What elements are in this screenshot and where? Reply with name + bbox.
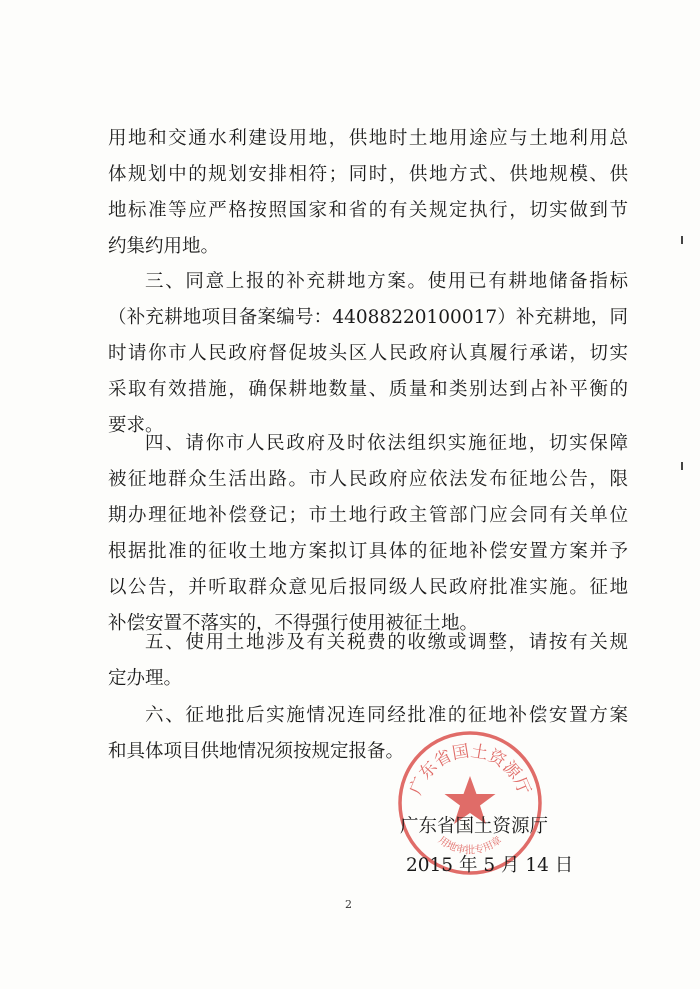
paragraph-4: [108, 625, 628, 697]
paragraph-2: [108, 264, 628, 444]
text-line: 六、征地批后实施情况连同经批准的征地补偿安置方案: [145, 705, 628, 726]
issuing-organization: 广东省国土资源厅: [400, 816, 549, 837]
scan-mark: [681, 236, 683, 244]
seal-text-bottom: 用地审批专用章: [436, 834, 504, 857]
text-line: 三、同意上报的补充耕地方案。使用已有耕地储备指标: [145, 271, 628, 292]
text-line: 体规划中的规划安排相符；同时，供地方式、供地规模、供: [108, 164, 628, 185]
text-line: 被征地群众生活出路。市人民政府应依法发布征地公告，限: [108, 469, 628, 490]
paragraph-3: [108, 426, 628, 642]
seal-text-top: 广东省国土资源厅: [405, 741, 535, 798]
text-line: 采取有效措施，确保耕地数量、质量和类别达到占补平衡的: [108, 379, 628, 400]
scan-mark: [681, 462, 683, 470]
text-line: （补充耕地项目备案编号：44088220100017）补充耕地，同: [108, 307, 628, 328]
text-line: 约集约用地。: [108, 236, 220, 257]
text-line: 补偿安置不落实的，不得强行使用被征土地。: [108, 613, 479, 634]
text-line: 四、请你市人民政府及时依法组织实施征地，切实保障: [145, 433, 628, 454]
text-line: 根据批准的征收土地方案拟订具体的征地补偿安置方案并予: [108, 541, 628, 562]
paragraph-5: [108, 698, 628, 770]
paragraph-1: [108, 121, 628, 265]
text-line: 和具体项目供地情况须按规定报备。: [108, 741, 405, 762]
text-line: 要求。: [108, 415, 164, 436]
text-line: 以公告，并听取群众意见后报同级人民政府批准实施。征地: [108, 577, 628, 598]
text-line: 地标准等应严格按照国家和省的有关规定执行，切实做到节: [108, 200, 628, 221]
text-line: 时请你市人民政府督促坡头区人民政府认真履行承诺，切实: [108, 343, 628, 364]
page-number: 2: [345, 898, 352, 911]
issue-date: 2015 年 5 月 14 日: [406, 855, 574, 876]
text-line: 期办理征地补偿登记；市土地行政主管部门应会同有关单位: [108, 505, 628, 526]
text-line: 用地和交通水利建设用地，供地时土地用途应与土地利用总: [108, 128, 628, 149]
text-line: 五、使用土地涉及有关税费的收缴或调整，请按有关规: [145, 632, 628, 653]
text-line: 定办理。: [108, 668, 183, 689]
